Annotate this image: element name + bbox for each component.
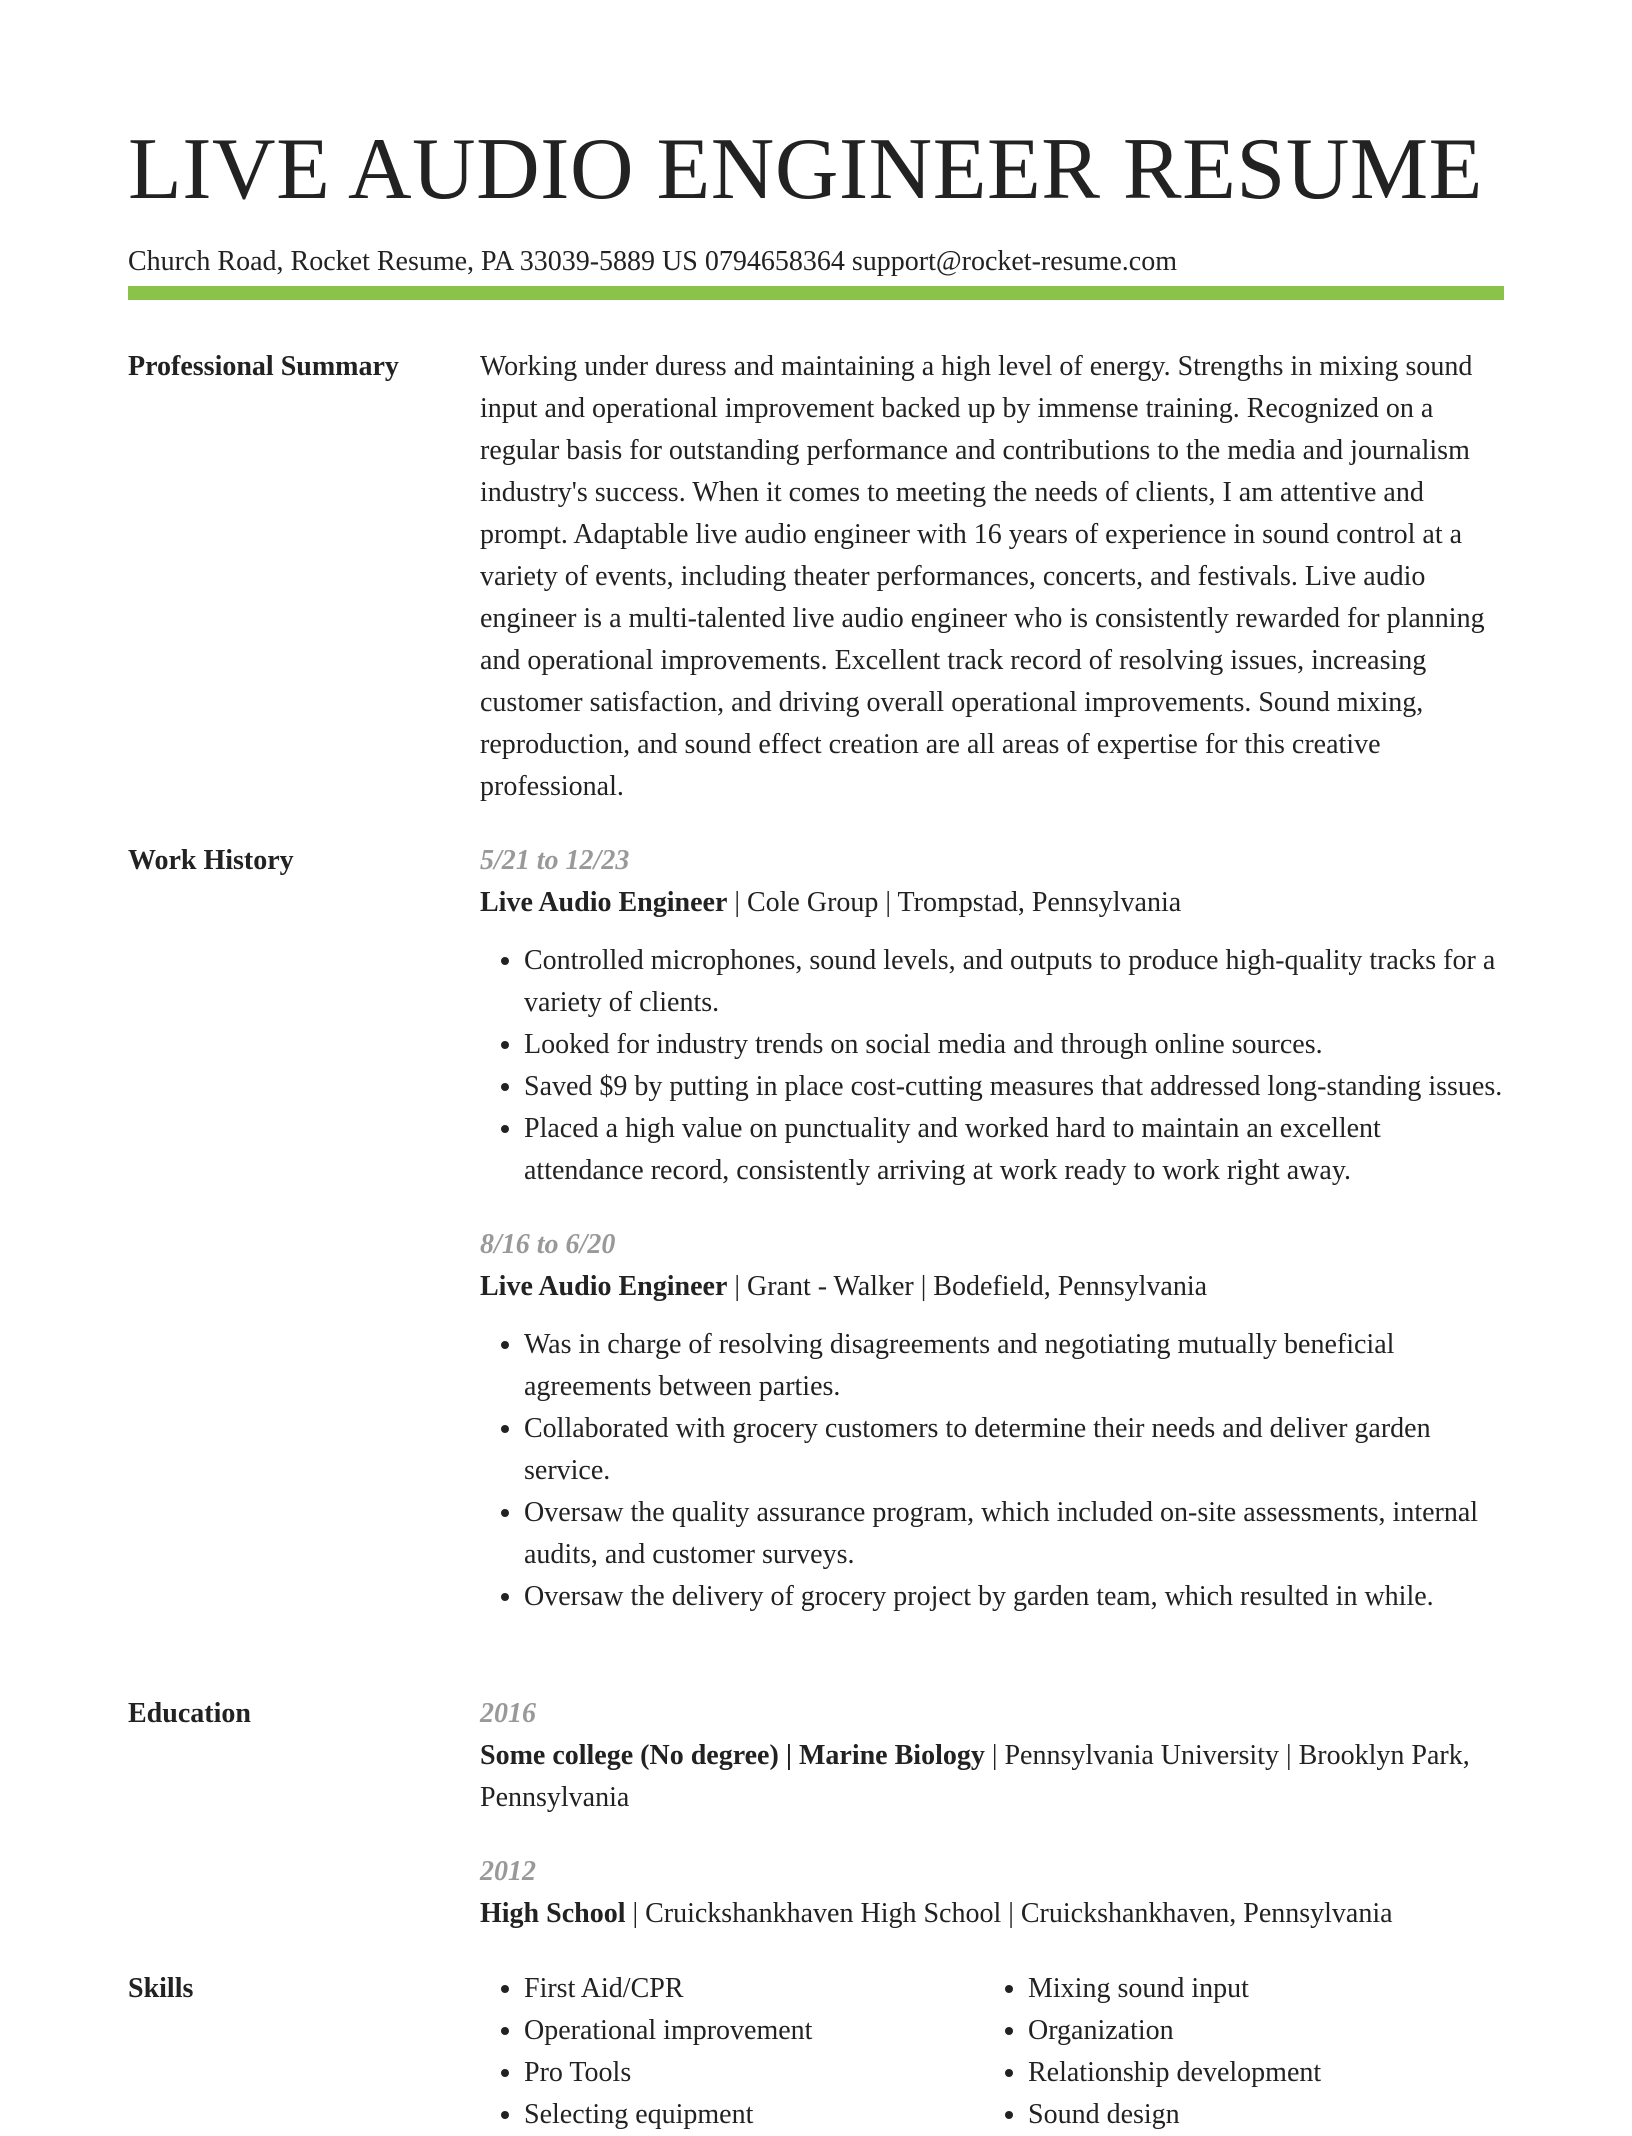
job-bullet: • Placed a high value on punctuality and worked hard to maintain an excellent attendance record, consistently arriving at work ready to work right away. (524, 1108, 1504, 1192)
job-bullet: • Controlled microphones, sound levels, and outputs to produce high-quality tracks for a variety of clients. (524, 940, 1504, 1024)
education-entry (480, 1693, 1504, 1819)
job-entry (480, 840, 1504, 1192)
skill-item: • Operational improvement (524, 2010, 984, 2052)
job-details: | Grant - Walker | Bodefield, Pennsylvania (727, 1271, 1208, 1302)
skill-item: • Selecting equipment (524, 2094, 984, 2136)
skill-item: • Relationship development (1028, 2052, 1488, 2094)
skills-list-left (480, 1968, 984, 2136)
section-label-skills: Skills (128, 1973, 194, 2004)
contact-address: Church Road, Rocket Resume, PA 33039-5889 US (128, 246, 698, 277)
education-details: | Cruickshankhaven High School | Cruickshankhaven, Pennsylvania (625, 1898, 1393, 1929)
section-label-education: Education (128, 1698, 251, 1729)
education-degree: Some college (No degree) | Marine Biology (480, 1740, 985, 1771)
job-dates: 8/16 to 6/20 (480, 1229, 616, 1260)
job-bullets (480, 940, 1504, 1192)
job-title: Live Audio Engineer (480, 1271, 728, 1302)
job-bullet: • Was in charge of resolving disagreements and negotiating mutually beneficial agreements between parties. (524, 1324, 1504, 1408)
education-year: 2016 (480, 1698, 536, 1729)
education-details: | Pennsylvania University | Brooklyn Park, Pennsylvania (480, 1740, 1470, 1813)
skills-list-right (984, 1968, 1488, 2136)
skill-item: • Mixing sound input (1028, 1968, 1488, 2010)
job-details: | Cole Group | Trompstad, Pennsylvania (727, 887, 1182, 918)
job-entry (480, 1224, 1504, 1618)
job-heading (480, 1266, 1504, 1308)
header-divider (128, 286, 1504, 300)
job-bullet: • Collaborated with grocery customers to determine their needs and deliver garden service. (524, 1408, 1504, 1492)
section-label-summary: Professional Summary (128, 351, 399, 382)
skill-item: • Organization (1028, 2010, 1488, 2052)
job-bullet: • Oversaw the quality assurance program, which included on-site assessments, internal audits, and customer surveys. (524, 1492, 1504, 1576)
resume-title: LIVE AUDIO ENGINEER RESUME (128, 121, 1483, 218)
skills-body (480, 1968, 1504, 2136)
contact-line (128, 244, 1504, 280)
section-education (128, 1693, 1504, 1935)
section-skills (128, 1968, 1504, 2136)
skill-item: • Pro Tools (524, 2052, 984, 2094)
skill-item: • First Aid/CPR (524, 1968, 984, 2010)
education-entry (480, 1851, 1504, 1935)
education-body (480, 1693, 1504, 1935)
skill-item: • Sound design (1028, 2094, 1488, 2136)
resume-header (128, 118, 1504, 280)
job-bullets (480, 1324, 1504, 1618)
education-year: 2012 (480, 1856, 536, 1887)
section-summary (128, 346, 1504, 808)
education-heading (480, 1735, 1504, 1819)
job-bullet: • Looked for industry trends on social media and through online sources. (524, 1024, 1504, 1066)
job-bullet: • Saved $9 by putting in place cost-cutting measures that addressed long-standing issues. (524, 1066, 1504, 1108)
work-body (480, 840, 1504, 1618)
job-title: Live Audio Engineer (480, 887, 728, 918)
contact-phone: 0794658364 (704, 246, 845, 277)
skills-columns (480, 1968, 1504, 2136)
job-heading (480, 882, 1504, 924)
education-degree: High School (480, 1898, 626, 1929)
section-work-history (128, 840, 1504, 1618)
summary-body (480, 346, 1504, 808)
education-heading (480, 1893, 1504, 1935)
section-label-work: Work History (128, 845, 294, 876)
summary-text: Working under duress and maintaining a high level of energy. Strengths in mixing sound input and operational improvement backed up by immense training. Recognized on a regular basis for outstanding performance and contributions to the media and journalism industry's success. When it comes to meeting the needs of clients, I am attentive and prompt. Adaptable live audio engineer with 16 years of experience in sound control at a variety of events, including theater performances, concerts, and festivals. Live audio engineer is a multi-talented live audio engineer who is consistently rewarded for planning and operational improvements. Excellent track record of resolving issues, increasing customer satisfaction, and driving overall operational improvements. Sound mixing, reproduction, and sound effect creation are all areas of expertise for this creative professional. (480, 351, 1485, 802)
job-bullet: • Oversaw the delivery of grocery project by garden team, which resulted in while. (524, 1576, 1504, 1618)
contact-email[interactable]: support@rocket-resume.com (851, 246, 1177, 277)
job-dates: 5/21 to 12/23 (480, 845, 630, 876)
